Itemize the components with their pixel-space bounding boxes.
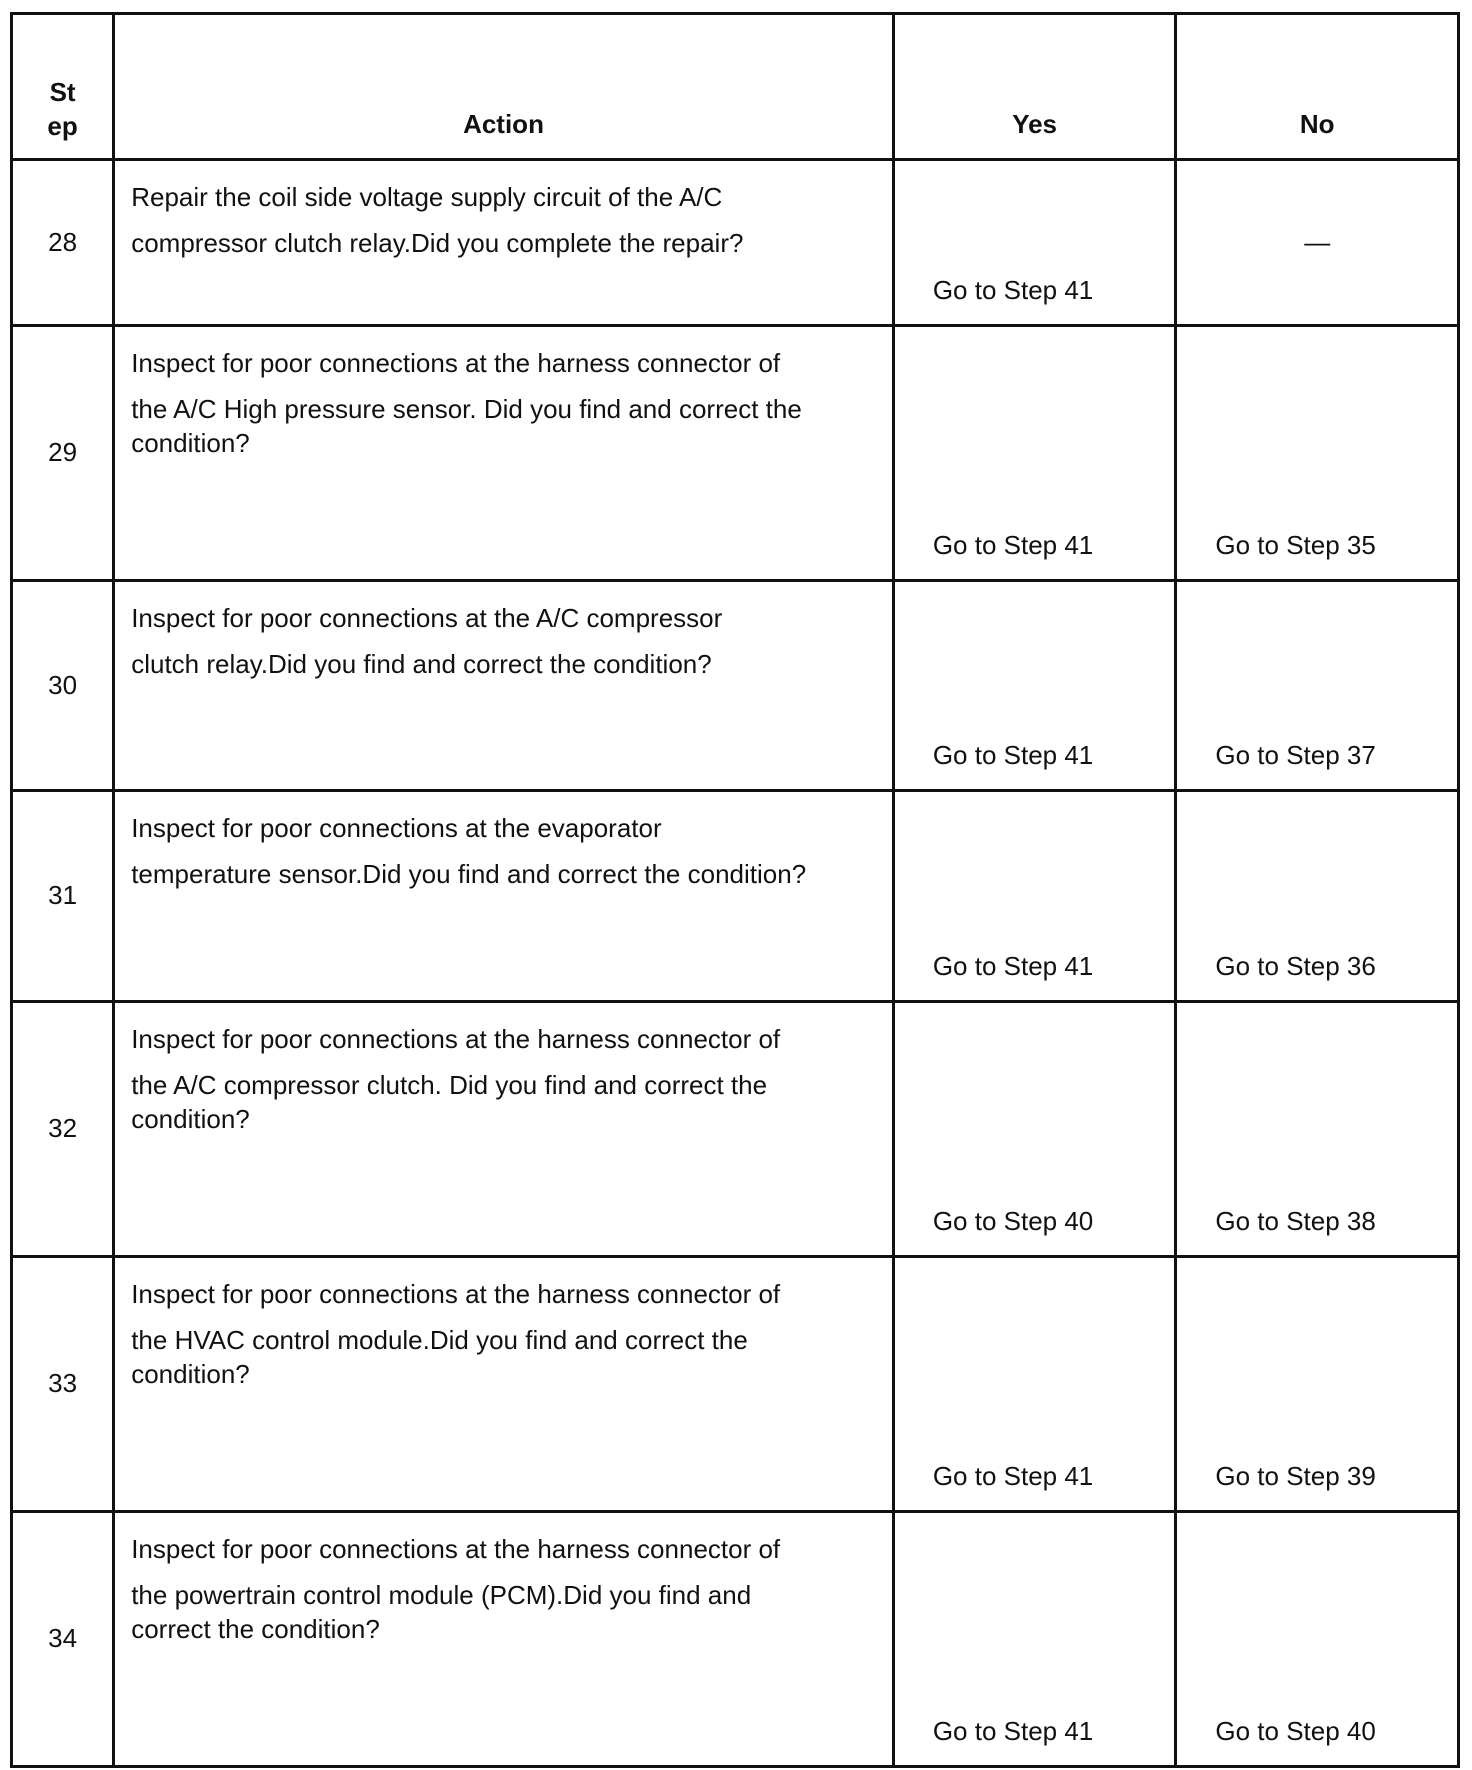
action-line: the A/C High pressure sensor. Did you find and correct the [131,393,802,424]
action-line: compressor clutch relay.Did you complete the repair? [131,227,744,258]
action-line: condition? [131,1103,250,1134]
no-result: Go to Step 37 [1176,581,1459,791]
step-number: 30 [12,581,114,791]
diagnostic-step-table [10,12,1460,1768]
action-cell [114,1257,894,1512]
action-line: condition? [131,1358,250,1389]
action-cell [114,160,894,326]
table-row [12,160,1459,326]
table-row [12,581,1459,791]
header-step-line-1: St [49,77,76,108]
action-cell [114,1512,894,1767]
action-line: Inspect for poor connections at the harness connector of [131,1024,781,1054]
yes-result: Go to Step 41 [893,1257,1176,1512]
table-row [12,1257,1459,1512]
action-cell [114,1002,894,1257]
table-row [12,791,1459,1002]
action-cell [114,581,894,791]
action-line: condition? [131,427,250,458]
no-result: Go to Step 40 [1176,1512,1459,1767]
no-result: — [1176,160,1459,326]
yes-result: Go to Step 41 [893,326,1176,581]
header-row [12,14,1459,160]
step-number: 29 [12,326,114,581]
action-cell [114,791,894,1002]
header-action: Action [114,14,894,160]
no-result: Go to Step 38 [1176,1002,1459,1257]
action-line: Inspect for poor connections at the A/C compressor [131,603,723,633]
step-number: 34 [12,1512,114,1767]
action-line: Inspect for poor connections at the evaporator [131,813,662,843]
action-line: the powertrain control module (PCM).Did you find and [131,1579,752,1610]
action-line: the A/C compressor clutch. Did you find and correct the [131,1069,768,1100]
step-number: 28 [12,160,114,326]
yes-result: Go to Step 41 [893,1512,1176,1767]
header-no: No [1176,14,1459,160]
action-line: correct the condition? [131,1613,380,1644]
action-line: Inspect for poor connections at the harness connector of [131,348,781,378]
action-line: clutch relay.Did you find and correct the condition? [131,648,712,679]
action-cell [114,326,894,581]
action-line: Inspect for poor connections at the harness connector of [131,1279,781,1309]
action-line: temperature sensor.Did you find and correct the condition? [131,858,807,889]
no-result: Go to Step 39 [1176,1257,1459,1512]
header-yes: Yes [893,14,1176,160]
step-number: 33 [12,1257,114,1512]
action-line: the HVAC control module.Did you find and correct the [131,1324,748,1355]
table-row [12,1002,1459,1257]
yes-result: Go to Step 41 [893,791,1176,1002]
yes-result: Go to Step 41 [893,160,1176,326]
no-result: Go to Step 36 [1176,791,1459,1002]
header-step-line-2: ep [47,111,78,142]
yes-result: Go to Step 40 [893,1002,1176,1257]
action-line: Repair the coil side voltage supply circuit of the A/C [131,182,723,212]
yes-result: Go to Step 41 [893,581,1176,791]
no-result: Go to Step 35 [1176,326,1459,581]
action-line: Inspect for poor connections at the harness connector of [131,1534,781,1564]
header-step [12,14,114,160]
step-number: 32 [12,1002,114,1257]
table-row [12,1512,1459,1767]
step-number: 31 [12,791,114,1002]
table-row [12,326,1459,581]
